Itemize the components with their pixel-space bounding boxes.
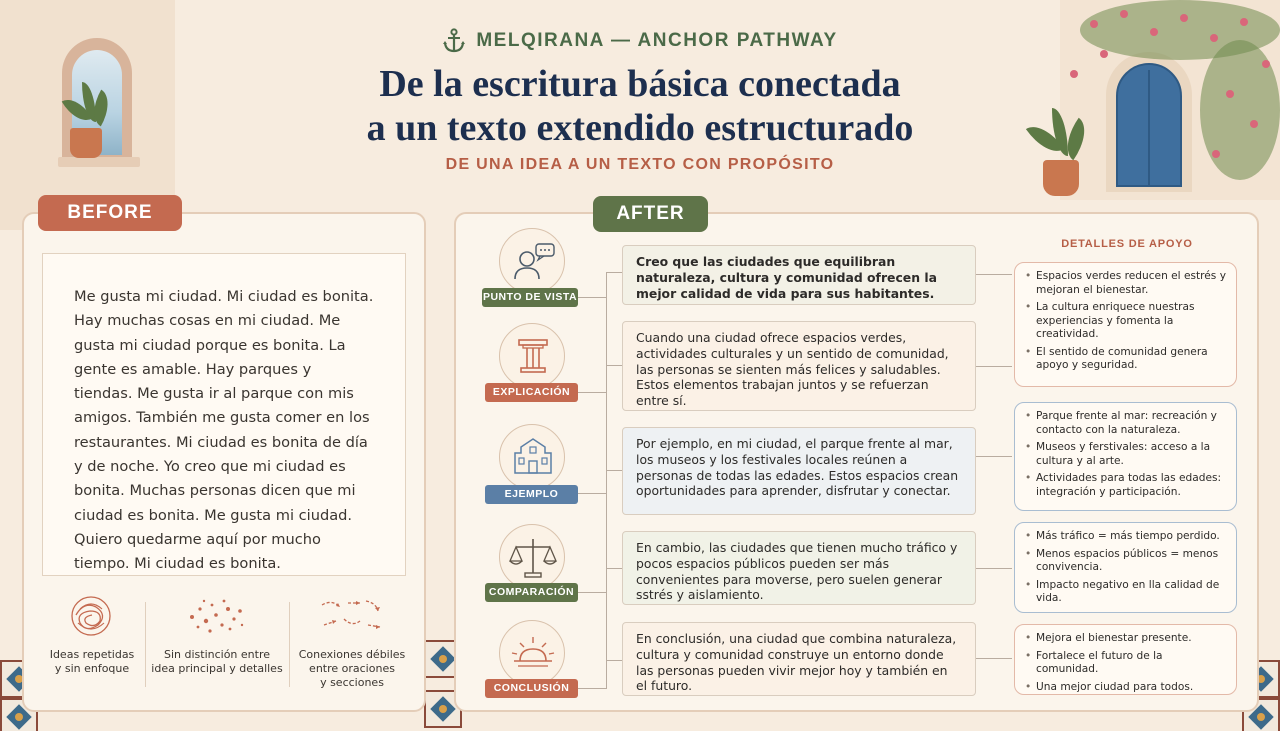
details-box-comparacion — [1014, 522, 1237, 613]
title-line-1: De la escritura básica conectada — [379, 63, 901, 105]
label-conclusion: CONCLUSIÓN — [485, 679, 578, 698]
scattered-dots-icon — [184, 595, 248, 637]
example-icon-circle — [499, 424, 565, 490]
connector-line — [976, 658, 1012, 659]
flower — [1240, 18, 1248, 26]
label-comparacion: COMPARACIÓN — [485, 583, 578, 602]
details-box-explicacion — [1014, 262, 1237, 387]
text-conclusion: En conclusión, una ciudad que combina naturaleza, cultura y comunidad construye un entorno donde las personas pueden vivir mejor hoy y también en el futuro. — [622, 622, 976, 696]
issue-divider — [289, 602, 290, 687]
flower — [1120, 10, 1128, 18]
page-title — [0, 62, 1280, 150]
connector-line — [976, 456, 1012, 457]
tangled-lines-icon — [64, 595, 118, 637]
page-subtitle: DE UNA IDEA A UN TEXTO CON PROPÓSITO — [445, 156, 835, 173]
point-of-view-icon-circle — [499, 228, 565, 294]
connector-line — [606, 568, 622, 569]
connector-line — [577, 688, 607, 689]
connector-line — [606, 365, 622, 366]
label-punto-de-vista: PUNTO DE VISTA — [482, 288, 578, 307]
detail-item: • Museos y ferstivales: acceso a la cultura y al arte. — [1023, 441, 1228, 468]
issue-divider — [145, 602, 146, 687]
scales-icon — [500, 525, 566, 591]
details-box-ejemplo — [1014, 402, 1237, 511]
detail-item: • La cultura enriquece nuestras experiencias y fomenta la creatividad. — [1023, 301, 1228, 342]
explanation-icon-circle — [499, 323, 565, 389]
detail-item: • El sentido de comunidad genera apoyo y seguridad. — [1023, 346, 1228, 373]
connector-line — [606, 660, 622, 661]
brand-line — [0, 28, 1280, 54]
label-explicacion: EXPLICACIÓN — [485, 383, 578, 402]
issue-caption-weak-connections: Conexiones débiles entre oraciones y secciones — [298, 648, 406, 689]
detail-item: • Fortalece el futuro de la comunidad. — [1023, 650, 1228, 677]
connector-line — [976, 274, 1012, 275]
connector-line — [606, 470, 622, 471]
flower — [1090, 20, 1098, 28]
person-speech-icon — [500, 229, 566, 295]
details-heading: DETALLES DE APOYO — [1061, 238, 1193, 250]
detail-item: • Actividades para todas las edades: integración y participación. — [1023, 472, 1228, 499]
text-explicacion: Cuando una ciudad ofrece espacios verdes, actividades culturales y un sentido de comunidad, las personas se sienten más felices y saludables. Estos elementos trabajan juntos y se refuerzan entre sí. — [622, 321, 976, 411]
detail-item: • Una mejor ciudad para todos. — [1023, 681, 1228, 695]
detail-item: • Impacto negativo en lla calidad de vida. — [1023, 579, 1228, 606]
detail-item: • Espacios verdes reducen el estrés y mejoran el bienestar. — [1023, 270, 1228, 297]
issue-caption-repetition: Ideas repetidas y sin enfoque — [49, 648, 135, 675]
building-icon — [500, 425, 566, 491]
title-line-2: a un texto extendido estructurado — [366, 107, 914, 149]
weak-arrows-icon — [318, 595, 384, 637]
connector-line — [577, 392, 607, 393]
connector-line — [577, 493, 607, 494]
connector-spine — [606, 272, 607, 689]
column-icon — [500, 324, 566, 390]
conclusion-icon-circle — [499, 620, 565, 686]
before-paragraph: Me gusta mi ciudad. Mi ciudad es bonita. Hay muchas cosas en mi ciudad. Me gusta mi ciudad porque es bonita. La gente es amable. Hay parques y tiendas. Me gusta ir al parque con mis amigos. También me gusta comer en los restaurantes. Mi ciudad es bonita de día y de noche. Yo creo que mi ciudad es bonita. Muchas personas dicen que mi ciudad es bonita. Me gusta mi ciudad. Quiero quedarme aquí por mucho tiempo. Mi ciudad es bonita. — [74, 288, 374, 573]
details-box-conclusion — [1014, 624, 1237, 695]
sunrise-icon — [500, 621, 566, 687]
detail-item: • Parque frente al mar: recreación y contacto con la naturaleza. — [1023, 410, 1228, 437]
detail-item: • Mejora el bienestar presente. — [1023, 632, 1228, 646]
detail-item: • Más tráfico = más tiempo perdido. — [1023, 530, 1228, 544]
text-comparacion: En cambio, las ciudades que tienen mucho tráfico y pocos espacios públicos pueden ser más convenientes para moverse, pero suelen generar sstrés y aislamiento. — [622, 531, 976, 605]
issue-caption-no-distinction: Sin distinción entre idea principal y detalles — [151, 648, 283, 675]
after-tab: AFTER — [593, 196, 708, 232]
flower — [1180, 14, 1188, 22]
comparison-icon-circle — [499, 524, 565, 590]
connector-line — [976, 366, 1012, 367]
detail-item: • Menos espacios públicos = menos convivencia. — [1023, 548, 1228, 575]
text-punto-de-vista: Creo que las ciudades que equilibran naturaleza, cultura y comunidad ofrecen la mejor calidad de vida para sus habitantes. — [622, 245, 976, 305]
before-tab: BEFORE — [38, 195, 182, 231]
text-ejemplo: Por ejemplo, en mi ciudad, el parque frente al mar, los museos y los festivales locales reúnen a personas de todas las edades. Estos espacios crean oportunidades para aprender, disfrutar y conectar. — [622, 427, 976, 515]
anchor-icon — [442, 28, 466, 54]
label-ejemplo: EJEMPLO — [485, 485, 578, 504]
connector-line — [976, 568, 1012, 569]
brand-text: MELQIRANA — ANCHOR PATHWAY — [476, 30, 838, 52]
connector-line — [577, 592, 607, 593]
connector-line — [577, 297, 607, 298]
connector-line — [606, 272, 622, 273]
